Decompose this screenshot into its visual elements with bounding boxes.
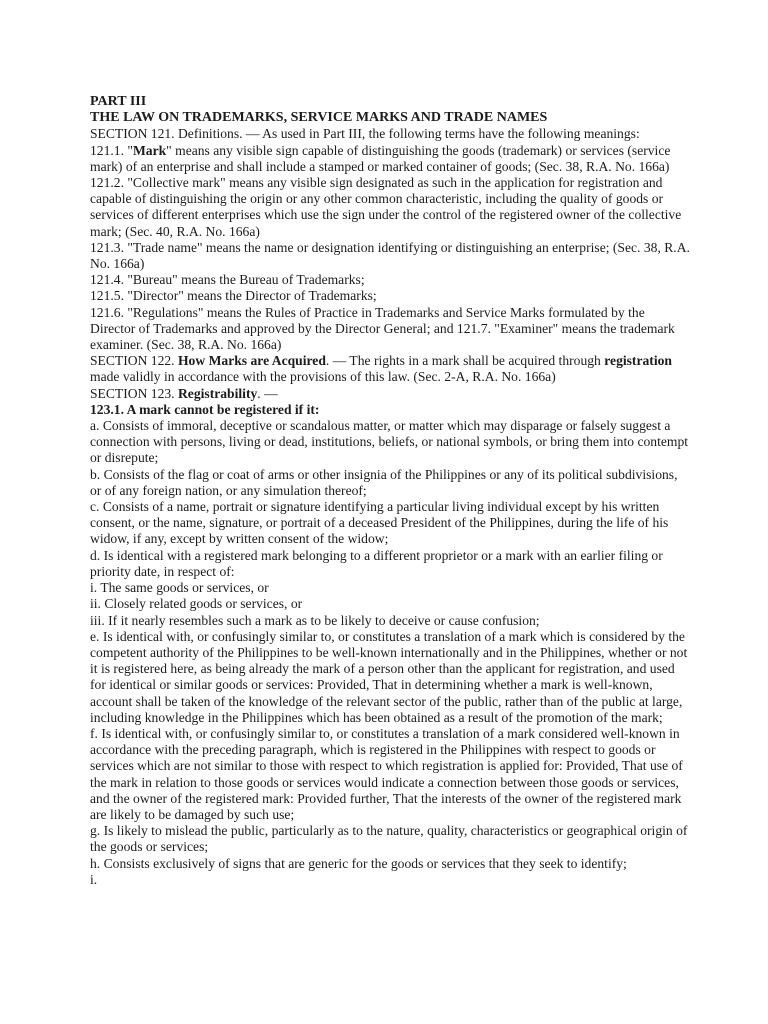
section-122-title: How Marks are Acquired <box>177 353 326 369</box>
part-title: PART III <box>90 94 147 109</box>
section-123-label: SECTION 123. <box>90 385 178 401</box>
section-122 <box>90 353 690 385</box>
item-h: h. Consists exclusively of signs that are generic for the goods or services that they seek to identify; <box>90 855 627 871</box>
section-121-heading: SECTION 121. Definitions. — As used in Part III, the following terms have the following meanings: <box>90 126 640 142</box>
section-123-1-heading <box>90 402 690 418</box>
document-page <box>90 94 690 888</box>
section-122-bold-word: registration <box>604 353 672 369</box>
item-d: d. Is identical with a registered mark belonging to a different proprietor or a mark with an earlier filing or priority date, in respect of: <box>90 547 663 579</box>
section-123-heading <box>90 386 690 402</box>
item-i: i. <box>90 871 98 887</box>
item-f: f. Is identical with, or confusingly similar to, or constitutes a translation of a mark considered well-known in accordance with the preceding paragraph, which is registered in the Philippines with respect to goods or services which are not similar to those with respect to which registration is applied for: Provided, That use of the mark in relation to those goods or services would indicate a connection between those goods or services, and the owner of the registered mark: Provided further, That the interests of the owner of the registered mark are likely to be damaged by such use; <box>90 725 683 822</box>
item-g: g. Is likely to mislead the public, particularly as to the nature, quality, characteristics or geographical origin of the goods or services; <box>90 823 688 855</box>
section-122-text-2: made validly in accordance with the provisions of this law. (Sec. 2-A, R.A. No. 166a) <box>90 369 556 385</box>
definition-121-3: 121.3. "Trade name" means the name or designation identifying or distinguishing an enterprise; (Sec. 38, R.A. No. 166a) <box>90 239 690 272</box>
item-a: a. Consists of immoral, deceptive or scandalous matter, or matter which may disparage or falsely suggest a connection with persons, living or dead, institutions, beliefs, or national symbols, or bring them into contempt or disrepute; <box>90 418 689 466</box>
definition-121-1-number: 121.1. " <box>90 142 133 158</box>
section-123-suffix: . — <box>257 385 278 401</box>
item-d-iii: iii. If it nearly resembles such a mark as to be likely to deceive or cause confusion; <box>90 612 540 628</box>
item-d-ii: ii. Closely related goods or services, or <box>90 596 303 612</box>
definition-121-1-text: " means any visible sign capable of distinguishing the goods (trademark) or services (service mark) of an enterprise and shall include a stamped or marked container of goods; (Sec. 38, R.A. No. 166a) <box>90 142 671 174</box>
definition-121-1-term: Mark <box>132 142 167 158</box>
section-122-text-1: . — The rights in a mark shall be acquired through <box>325 353 605 369</box>
definition-121-5: 121.5. "Director" means the Director of Trademarks; <box>90 288 377 304</box>
item-e: e. Is identical with, or confusingly similar to, or constitutes a translation of a mark which is considered by the competent authority of the Philippines to be well-known internationally and in the Philippines, whether or not it is registered here, as being already the mark of a person other than the applicant for registration, and used for identical or similar goods or services: Provided, That in determining whether a mark is well-known, account shall be taken of the knowledge of the relevant sector of the public, rather than of the public at large, including knowledge in the Philippines which has been obtained as a result of the promotion of the mark; <box>90 628 688 725</box>
section-123-1-heading-text: 123.1. A mark cannot be registered if it: <box>90 401 320 417</box>
section-122-label: SECTION 122. <box>90 353 178 369</box>
section-123-title: Registrability <box>177 385 258 401</box>
definition-121-4: 121.4. "Bureau" means the Bureau of Trademarks; <box>90 272 365 288</box>
definition-121-2: 121.2. "Collective mark" means any visible sign designated as such in the application for registration and capable of distinguishing the origin or any other common characteristic, including the quality of goods or services of different enterprises which use the sign under the control of the registered owner of the collective mark; (Sec. 40, R.A. No. 166a) <box>90 175 682 239</box>
definition-121-1 <box>90 143 690 175</box>
item-d-i: i. The same goods or services, or <box>90 580 269 596</box>
law-title: THE LAW ON TRADEMARKS, SERVICE MARKS AND TRADE NAMES <box>90 110 548 126</box>
item-c: c. Consists of a name, portrait or signature identifying a particular living individual except by his written consent, or the name, signature, or portrait of a deceased President of the Philippines, during the life of his widow, if any, except by written consent of the widow; <box>90 499 669 547</box>
definition-121-6: 121.6. "Regulations" means the Rules of Practice in Trademarks and Service Marks formulated by the Director of Trademarks and approved by the Director General; and 121.7. "Examiner" means the trademark examiner. (Sec. 38, R.A. No. 166a) <box>90 304 675 353</box>
item-b: b. Consists of the flag or coat of arms or other insignia of the Philippines or any of its political subdivisions, or of any foreign nation, or any simulation thereof; <box>90 466 678 498</box>
